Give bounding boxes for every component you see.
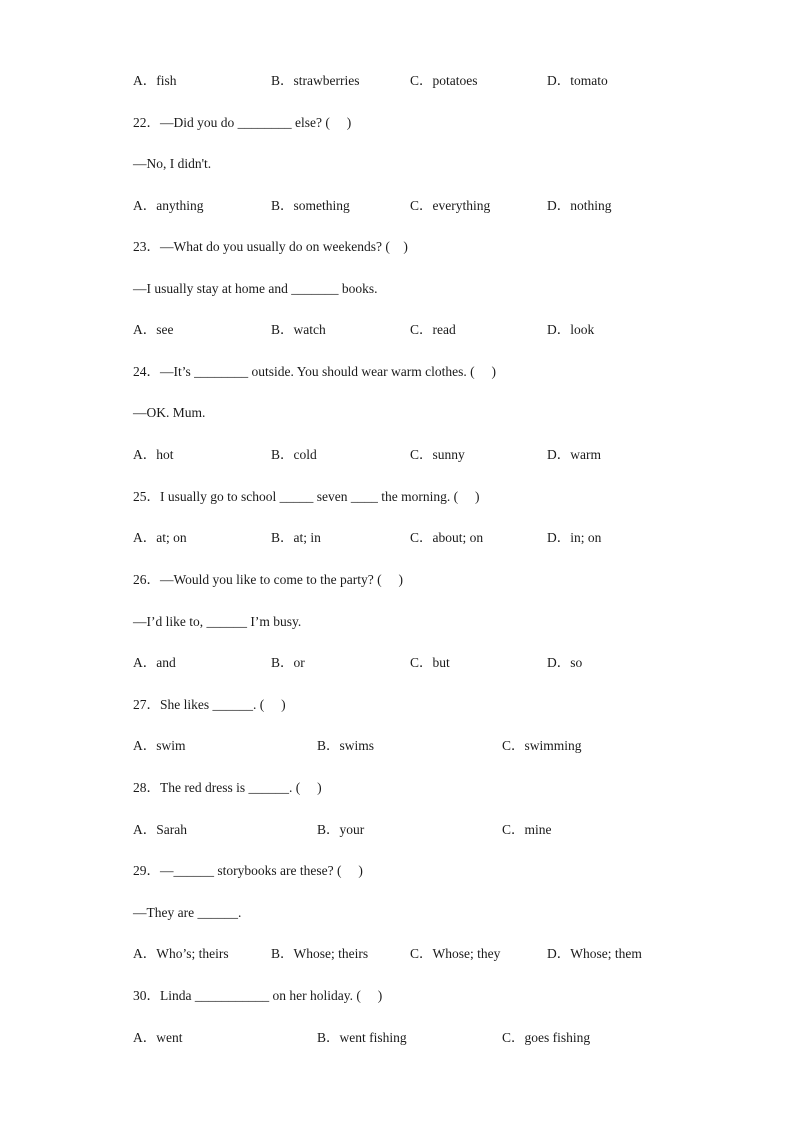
q24-option-a[interactable]: A．hot — [133, 447, 174, 462]
q22-option-b[interactable]: B．something — [271, 198, 350, 213]
q23-option-b[interactable]: B．watch — [271, 322, 326, 337]
option-d[interactable]: D．tomato — [547, 73, 608, 88]
q26-option-a[interactable]: A．and — [133, 655, 176, 670]
q29-option-b[interactable]: B．Whose; theirs — [271, 946, 369, 961]
option-a[interactable]: A．fish — [133, 73, 177, 88]
q26-option-b[interactable]: B．or — [271, 655, 305, 670]
q23-option-a[interactable]: A．see — [133, 322, 174, 337]
q24-option-d[interactable]: D．warm — [547, 447, 601, 462]
q24-option-b[interactable]: B．cold — [271, 447, 317, 462]
option-c[interactable]: C．potatoes — [410, 73, 478, 88]
q27-option-c[interactable]: C．swimming — [502, 738, 582, 753]
q24-option-c[interactable]: C．sunny — [410, 447, 465, 462]
question-28-stem: 28．The red dress is ______. ( ) — [133, 780, 322, 795]
question-23-stem: 23．—What do you usually do on weekends? ( ) — [133, 239, 408, 254]
q29-option-a[interactable]: A．Who’s; theirs — [133, 946, 229, 961]
q28-option-a[interactable]: A．Sarah — [133, 822, 187, 837]
q22-option-a[interactable]: A．anything — [133, 198, 204, 213]
question-22-reply: —No, I didn't. — [133, 156, 212, 171]
q29-option-d[interactable]: D．Whose; them — [547, 946, 642, 961]
q26-option-c[interactable]: C．but — [410, 655, 450, 670]
q30-option-a[interactable]: A．went — [133, 1030, 183, 1045]
question-27-stem: 27．She likes ______. ( ) — [133, 697, 286, 712]
q28-option-b[interactable]: B．your — [317, 822, 365, 837]
q27-option-a[interactable]: A．swim — [133, 738, 186, 753]
q30-option-b[interactable]: B．went fishing — [317, 1030, 407, 1045]
question-30-stem: 30．Linda ___________ on her holiday. ( ) — [133, 988, 383, 1003]
question-29-reply: —They are ______. — [133, 905, 242, 920]
question-22-stem: 22．—Did you do ________ else? ( ) — [133, 115, 352, 130]
question-23-reply: —I usually stay at home and _______ books. — [133, 281, 378, 296]
q25-option-c[interactable]: C．about; on — [410, 530, 484, 545]
q22-option-d[interactable]: D．nothing — [547, 198, 612, 213]
question-26-stem: 26．—Would you like to come to the party? ( ) — [133, 572, 403, 587]
q25-option-b[interactable]: B．at; in — [271, 530, 321, 545]
question-26-reply: —I’d like to, ______ I’m busy. — [133, 614, 302, 629]
q22-option-c[interactable]: C．everything — [410, 198, 491, 213]
q25-option-a[interactable]: A．at; on — [133, 530, 187, 545]
q28-option-c[interactable]: C．mine — [502, 822, 552, 837]
q29-option-c[interactable]: C．Whose; they — [410, 946, 501, 961]
question-25-stem: 25．I usually go to school _____ seven ____ the morning. ( ) — [133, 489, 480, 504]
q23-option-c[interactable]: C．read — [410, 322, 456, 337]
q23-option-d[interactable]: D．look — [547, 322, 595, 337]
q25-option-d[interactable]: D．in; on — [547, 530, 602, 545]
q26-option-d[interactable]: D．so — [547, 655, 583, 670]
option-b[interactable]: B．strawberries — [271, 73, 360, 88]
question-24-stem: 24．—It’s ________ outside. You should wear warm clothes. ( ) — [133, 364, 496, 379]
question-24-reply: —OK. Mum. — [133, 405, 206, 420]
question-29-stem: 29．—______ storybooks are these? ( ) — [133, 863, 363, 878]
q27-option-b[interactable]: B．swims — [317, 738, 375, 753]
q30-option-c[interactable]: C．goes fishing — [502, 1030, 591, 1045]
